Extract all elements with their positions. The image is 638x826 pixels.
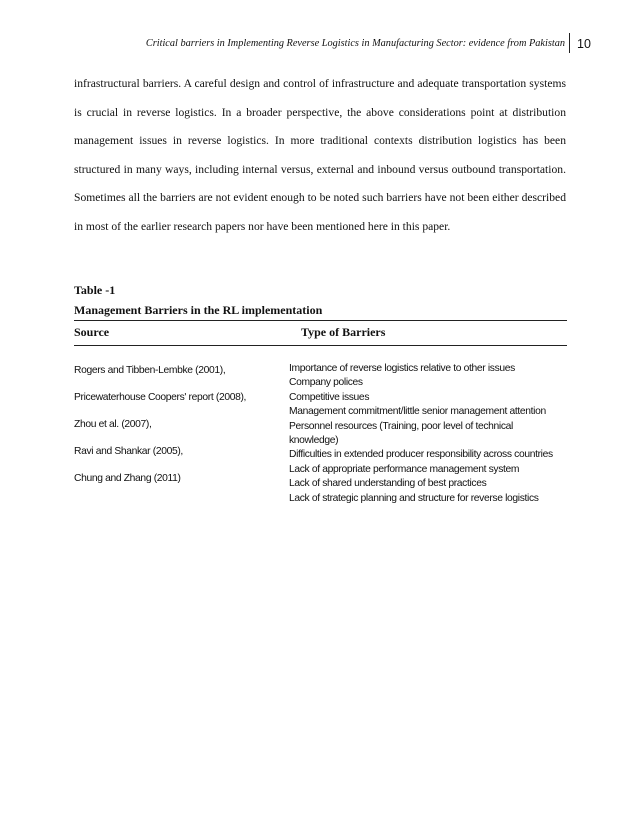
source-item: Rogers and Tibben-Lembke (2001),: [74, 365, 226, 376]
page-number: 10: [577, 37, 591, 51]
barrier-item: Lack of appropriate performance management system: [289, 463, 520, 475]
barrier-list: [289, 362, 557, 506]
source-item: Zhou et al. (2007),: [74, 419, 152, 430]
column-header-source: Source: [74, 325, 110, 339]
header-divider: [569, 33, 570, 53]
barrier-item: Importance of reverse logistics relative to other issues: [289, 363, 515, 374]
barrier-item: Lack of shared understanding of best practices: [289, 478, 487, 490]
table-top-rule: [74, 320, 567, 321]
barrier-item: Management commitment/little senior management attention: [289, 406, 546, 418]
body-paragraph: infrastructural barriers. A careful design and control of infrastructure and adequate transportation systems is crucial in reverse logistics. In a broader perspective, the above considerations point at distribution management issues in reverse logistics. In more traditional contexts distribution logistics has been structured in many ways, including internal versus, external and inbound versus outbound transportation. Sometimes all the barriers are not evident enough to be noted such barriers have not been either described in most of the earlier research papers nor have been mentioned here in this paper.: [74, 77, 566, 233]
table-title: Management Barriers in the RL implementation: [74, 303, 323, 317]
table-label: Table -1: [74, 283, 116, 297]
source-item: Pricewaterhouse Coopers' report (2008),: [74, 392, 247, 403]
barrier-item: Lack of strategic planning and structure for reverse logistics: [289, 492, 539, 504]
barrier-item: Difficulties in extended producer responsibility across countries: [289, 449, 553, 461]
barrier-item: Competitive issues: [289, 391, 370, 403]
source-list: [74, 364, 284, 499]
source-item: Chung and Zhang (2011): [74, 473, 181, 484]
running-header: Critical barriers in Implementing Reverse Logistics in Manufacturing Sector: evidence from Pakistan: [145, 38, 565, 49]
barrier-item: Personnel resources (Training, poor level of technical knowledge): [289, 420, 513, 447]
column-header-type: Type of Barriers: [301, 325, 386, 339]
source-item: Ravi and Shankar (2005),: [74, 446, 183, 457]
barrier-item: Company polices: [289, 377, 363, 389]
table-header-rule: [74, 345, 567, 346]
